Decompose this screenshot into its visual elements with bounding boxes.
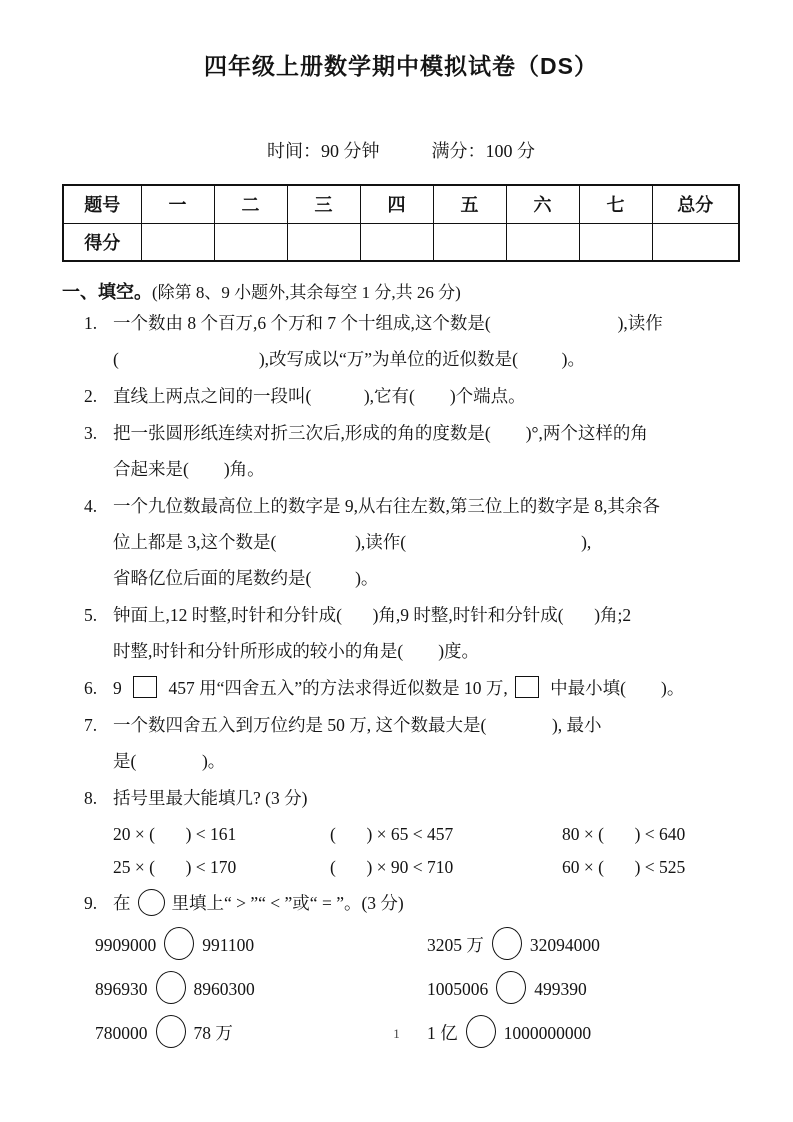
- question-line: 省略亿位后面的尾数约是( )。: [113, 568, 379, 588]
- comparison-circle: [164, 927, 194, 960]
- question-2: [62, 378, 740, 414]
- header-cell-part-7: 七: [579, 185, 652, 223]
- comparison-item: [95, 927, 427, 962]
- expression: 80 × ( ) < 640: [562, 824, 686, 844]
- question-text-segment: 9: [113, 678, 127, 698]
- score-cell: [506, 223, 579, 261]
- comparison-item: [427, 927, 740, 962]
- question-8: [62, 780, 740, 816]
- question-line: 一个数四舍五入到万位约是 50 万, 这个数最大是( ), 最小: [113, 715, 602, 735]
- exam-meta: [62, 137, 740, 163]
- question-line: 钟面上,12 时整,时针和分针成( )角,9 时整,时针和分针成( )角;2: [113, 605, 632, 625]
- question-line: 合起来是( )角。: [113, 459, 265, 479]
- comparison-circle: [492, 927, 522, 960]
- left-number: 896930: [95, 979, 148, 999]
- score-cell: [579, 223, 652, 261]
- comparison-item: [95, 971, 427, 1006]
- page-number: 1: [393, 1026, 400, 1041]
- question-line: 时整,时针和分针所形成的较小的角是( )度。: [113, 641, 480, 661]
- question-line: [113, 885, 740, 921]
- question-text-segment: 在: [113, 893, 131, 913]
- question-line: 括号里最大能填几? (3 分): [113, 788, 308, 808]
- left-number: 1005006: [427, 979, 489, 999]
- left-number: 9909000: [95, 935, 157, 955]
- header-cell-total: 总分: [652, 185, 739, 223]
- expression: ( ) × 90 < 710: [330, 857, 454, 877]
- left-number: 3205 万: [427, 935, 484, 955]
- question-text-segment: 457 用“四舍五入”的方法求得近似数是 10 万,: [164, 678, 508, 698]
- question-text-segment: 里填上“ > ”“ < ”或“ = ”。(3 分): [171, 893, 404, 913]
- score-row-label: 得分: [63, 223, 141, 261]
- question-number: 3.: [84, 423, 98, 443]
- question-line: 一个数由 8 个百万,6 个万和 7 个十组成,这个数是( ),读作: [113, 313, 663, 333]
- comparison-item: [427, 971, 740, 1006]
- question-5: [62, 597, 740, 669]
- question-6: [62, 670, 740, 706]
- question-number: 4.: [84, 496, 98, 516]
- question-number: 7.: [84, 715, 98, 735]
- question-line: [113, 670, 740, 706]
- score-table: [62, 184, 740, 262]
- expression: 25 × ( ) < 170: [113, 857, 237, 877]
- header-cell-question-number: 题号: [63, 185, 141, 223]
- question-line: 直线上两点之间的一段叫( ),它有( )个端点。: [113, 386, 526, 406]
- header-cell-part-3: 三: [287, 185, 360, 223]
- header-cell-part-6: 六: [506, 185, 579, 223]
- question-9: [62, 885, 740, 921]
- question-number: 2.: [84, 386, 98, 406]
- question-number: 8.: [84, 788, 98, 808]
- question-line: 位上都是 3,这个数是( ),读作( ),: [113, 532, 592, 552]
- comparison-circle: [138, 889, 165, 916]
- expression: ( ) × 65 < 457: [330, 824, 454, 844]
- left-number: 1 亿: [427, 1023, 458, 1043]
- header-cell-part-1: 一: [141, 185, 214, 223]
- right-number: 8960300: [193, 979, 255, 999]
- score-table-score-row: [63, 223, 739, 261]
- question-line: 是( )。: [113, 751, 226, 771]
- expression: 60 × ( ) < 525: [562, 857, 686, 877]
- full-score-label: 满分：100 分: [431, 141, 535, 161]
- right-number: 1000000000: [503, 1023, 592, 1043]
- time-label: 时间：90 分钟: [267, 141, 380, 161]
- score-cell: [141, 223, 214, 261]
- score-cell: [360, 223, 433, 261]
- question-number: 9.: [84, 893, 98, 913]
- score-cell: [287, 223, 360, 261]
- blank-box: [133, 676, 157, 698]
- question-text-segment: 中最小填( )。: [545, 678, 685, 698]
- section-1-title: 一、填空。: [62, 282, 152, 302]
- blank-box: [515, 676, 539, 698]
- question-number: 5.: [84, 605, 98, 625]
- header-cell-part-4: 四: [360, 185, 433, 223]
- question-3: [62, 415, 740, 487]
- question-1: [62, 305, 740, 377]
- page-title: 四年级上册数学期中模拟试卷（DS）: [204, 53, 598, 79]
- left-number: 780000: [95, 1023, 148, 1043]
- score-cell: [433, 223, 506, 261]
- question-number: 6.: [84, 678, 98, 698]
- right-number: 991100: [202, 935, 255, 955]
- score-table-header-row: [63, 185, 739, 223]
- header-cell-part-5: 五: [433, 185, 506, 223]
- question-number: 1.: [84, 313, 98, 333]
- question-line: ( ),改写成以“万”为单位的近似数是( )。: [113, 349, 585, 369]
- comparison-circle: [156, 971, 186, 1004]
- section-1-note: (除第 8、9 小题外,其余每空 1 分,共 26 分): [152, 283, 461, 302]
- score-cell: [652, 223, 739, 261]
- right-number: 78 万: [193, 1023, 233, 1043]
- header-cell-part-2: 二: [214, 185, 287, 223]
- question-line: 把一张圆形纸连续对折三次后,形成的角的度数是( )°,两个这样的角: [113, 423, 648, 443]
- question-8-expressions: [62, 818, 740, 884]
- question-line: 一个九位数最高位上的数字是 9,从右往左数,第三位上的数字是 8,其余各: [113, 496, 660, 516]
- question-4: [62, 488, 740, 596]
- section-1-heading: [62, 278, 740, 304]
- right-number: 499390: [534, 979, 587, 999]
- expression: 20 × ( ) < 161: [113, 824, 237, 844]
- score-cell: [214, 223, 287, 261]
- right-number: 32094000: [529, 935, 600, 955]
- question-7: [62, 707, 740, 779]
- comparison-circle: [496, 971, 526, 1004]
